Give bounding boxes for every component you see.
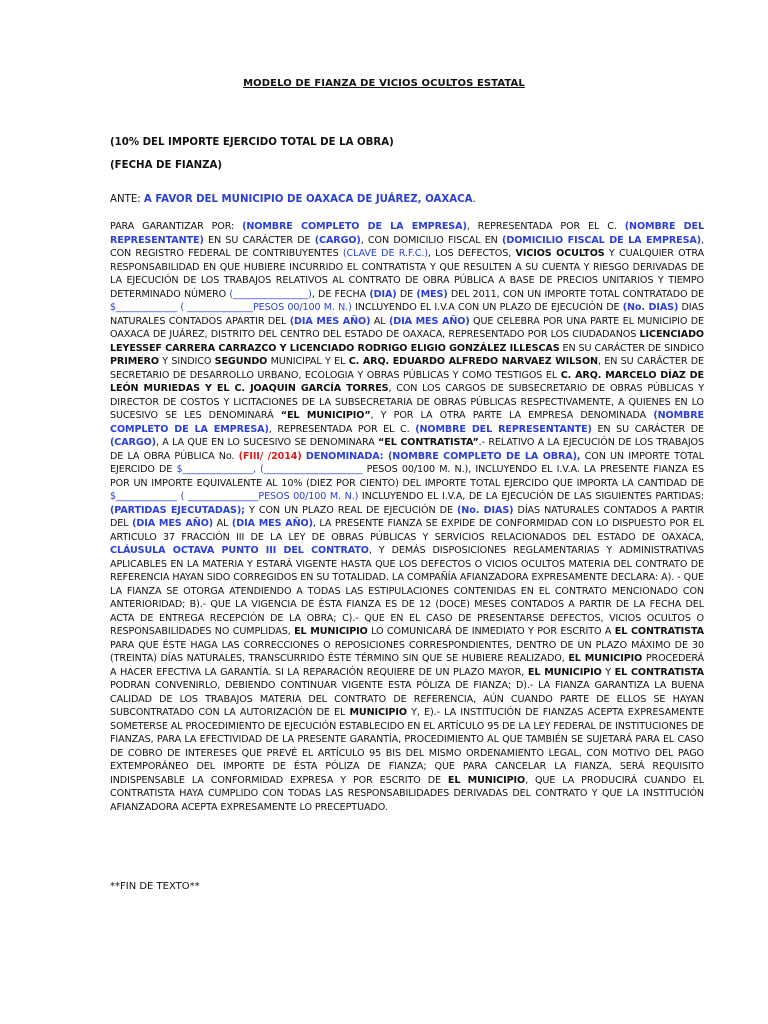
body-segment: (________________) bbox=[229, 288, 312, 300]
ante-end: . bbox=[472, 194, 476, 205]
body-segment: “EL CONTRATISTA” bbox=[378, 437, 479, 448]
body-segment: (No. DIAS) bbox=[457, 504, 514, 516]
body-segment: Y SINDICO bbox=[158, 356, 215, 367]
body-segment: Y CUALQUIER OTRA RESPONSABILIDAD EN QUE HUBIERE INCURRIDO EL CONTRATISTA Y QUE RESULTEN A SU CUENTA Y RIESGO DERIVADAS DE LA EJECUCIÓN DE LOS TRABAJOS RELATIVOS AL CONTRATO DE OBRA PÚBLICA A BASE DE PRECIOS UNITARIOS Y TIEMPO DETERMINADO NÚMERO bbox=[110, 248, 704, 300]
body-segment: (DIA MES AÑO) bbox=[388, 315, 470, 327]
body-segment: (FIII/ /2014) bbox=[238, 450, 302, 462]
body-segment: PROCEDERÁ A HACER EFECTIVA LA GARANTÍA. SI LA REPARACIÓN REQUIERE DE UN PLAZO MAYOR, bbox=[110, 653, 704, 678]
body-segment: , CON REGISTRO FEDERAL DE CONTRIBUYENTES bbox=[110, 234, 704, 259]
end-of-text: **FIN DE TEXTO** bbox=[110, 881, 200, 892]
body-segment: , LA PRESENTE FIANZA SE EXPIDE DE CONFORMIDAD CON LO DISPUESTO POR EL ARTICULO 37 FRACCIÓN III DE LA LEY DE OBRAS PÚBLICAS Y SERVICIOS RELACIONADOS DEL ESTADO DE OAXACA, bbox=[110, 518, 705, 543]
body-segment: , Y DEMÁS DISPOSICIONES REGLAMENTARIAS Y ADMINISTRATIVAS APLICABLES EN LA MATERIA Y ESTARÁ VIGENTE HASTA QUE LOS DEFECTOS O VICIOS OCULTOS MATERIA DEL CONTRATO DE REFERENCIA HAYAN SIDO CORREGIDOS EN SU TOTALIDAD. LA COMPAÑÍA AFIANZADORA EXPRESAMENTE DECLARA: A). - QUE LA FIANZA SE OTORGA ATENDIENDO A TODAS LAS ESTIPULACIONES CONTENIDAS EN EL CONTRATO MENCIONADO CON ANTERIORIDAD; B).- QUE LA VIGENCIA DE ÉSTA FIANZA ES DE 12 (DOCE) MESES CONTADOS A PARTIR DE LA FECHA DEL ACTA DE ENTREGA RECEPCIÓN DE LA OBRA; C).- QUE EN EL CASO DE PRESENTARSE DEFECTOS, VICIOS OCULTOS O RESPONSABILIDADES NO CUMPLIDAS, bbox=[110, 545, 704, 637]
body-segment: EL MUNICIPIO bbox=[527, 666, 602, 678]
body-segment: , EN SU CARÁCTER DE SECRETARIO DE DESARROLLO URBANO, ECOLOGIA Y OBRAS PÚBLICAS Y COMO TESTIGOS EL bbox=[110, 356, 704, 381]
ante-line bbox=[110, 194, 476, 205]
body-segment: , CON LOS CARGOS DE SUBSECRETARIO DE OBRAS PÚBLICAS Y DIRECTOR DE COSTOS Y LICITACIONES DE LA SUBSECRETARIA DE OBRAS PÚBLICAS RESPECTIVAMENTE, A QUIENES EN LO SUCESIVO SE LES DENOMINARÁ bbox=[110, 383, 704, 421]
body-segment: (CARGO) bbox=[110, 437, 156, 448]
body-segment: PRIMERO bbox=[110, 356, 159, 367]
body-segment: EL MUNICIPIO bbox=[294, 626, 368, 637]
body-segment: , DE FECHA bbox=[311, 288, 370, 300]
body-segment: Y, E).- LA INSTITUCIÓN DE FIANZAS ACEPTA EXPRESAMENTE SOMETERSE AL PROCEDIMIENTO DE EJECUCIÓN ESTABLECIDO EN EL ARTÍCULO 95 DE LA LEY FEDERAL DE INSTITUCIONES DE FIANZAS, PARA LA EFECTIVIDAD DE LA PRESENTE GARANTÍA, PROCEDIMIENTO AL QUE TAMBIÉN SE SUJETARÁ PARA EL CASO DE COBRO DE INTERESES QUE PREVÉ EL ARTÍCULO 95 BIS DEL MISMO ORDENAMIENTO LEGAL, CON MOTIVO DEL PAGO EXTEMPORÁNEO DEL IMPORTE DE ÉSTA PÓLIZA DE FIANZA; QUE PARA CANCELAR LA FIANZA, SERÁ REQUISITO INDISPENSABLE LA CONFORMIDAD EXPRESA Y POR ESCRITO DE bbox=[110, 707, 704, 786]
document-title: MODELO DE FIANZA DE VICIOS OCULTOS ESTATAL bbox=[243, 78, 525, 89]
body-segment: DIAS NATURALES CONTADOS APARTIR DEL bbox=[110, 302, 704, 327]
body-segment: QUE CELEBRA POR UNA PARTE EL MUNICIPIO DE OAXACA DE JUÁREZ, DISTRITO DEL CENTRO DEL ESTADO DE OAXACA, REPRESENTADO POR LOS CIUDADANOS bbox=[110, 315, 705, 340]
body-segment: (NOMBRE COMPLETO DE LA EMPRESA) bbox=[110, 410, 705, 435]
body-segment: EL CONTRATISTA bbox=[614, 666, 704, 678]
body-segment: C. ARQ. MARCELO DÍAZ DE LEÓN MURIEDAS Y EL C. JOAQUIN GARCÍA TORRES bbox=[110, 369, 705, 394]
body-segment: PODRAN CONVENIRLO, DEBIENDO CONTINUAR VIGENTE ESTA PÓLIZA DE FIANZA; D).- LA FIANZA GARANTIZA LA BUENA CALIDAD DE LOS TRABAJOS MATERIA DEL CONTRATO DE REFERENCIA, AÚN CUANDO PARTE DE ELLOS SE HAYAN SUBCONTRATADO CON LA AUTORIZACIÓN DE EL bbox=[110, 680, 704, 718]
body-segment: MUNICIPIO bbox=[349, 707, 407, 718]
body-segment: INCLUYENDO EL I.V.A CON UN PLAZO DE EJECUCIÓN DE bbox=[351, 302, 623, 313]
percent-line: (10% DEL IMPORTE EJERCIDO TOTAL DE LA OBRA) bbox=[110, 137, 394, 148]
body-segment: (No. DIAS) bbox=[622, 302, 679, 313]
body-segment: AL bbox=[370, 315, 389, 327]
body-segment: EN SU CARÁCTER DE bbox=[591, 423, 704, 435]
body-segment: PESOS 00/100 M. N.), INCLUYENDO EL I.V.A. LA PRESENTE FIANZA ES POR UN IMPORTE EQUIVALENTE AL 10% (DIEZ POR CIENTO) DEL IMPORTE TOTAL EJERCIDO QUE IMPORTA LA CANTIDAD DE bbox=[110, 464, 704, 489]
body-segment: DÍAS NATURALES CONTADOS A PARTIR DEL bbox=[110, 504, 704, 529]
body-segment: (PARTIDAS EJECUTADAS); bbox=[110, 504, 245, 516]
body-segment: LO COMUNICARÁ DE INMEDIATO Y POR ESCRITO A bbox=[367, 626, 615, 637]
body-segment: , Y POR LA OTRA PARTE LA EMPRESA DENOMINADA bbox=[370, 410, 654, 421]
body-segment: , QUE LA PRODUCIRÁ CUANDO EL CONTRATISTA HAYA CUMPLIDO CON TODAS LAS RESPONSABILIDADES DERIVADAS DEL CONTRATO Y QUE LA INSTITUCIÓN AFIANZADORA ACEPTA EXPRESAMENTE LO PRECEPTUADO. bbox=[110, 774, 704, 813]
body-segment: C. ARQ. EDUARDO ALFREDO NARVAEZ WILSON bbox=[348, 356, 598, 367]
body-segment: DENOMINADA: (NOMBRE COMPLETO DE LA OBRA), bbox=[305, 450, 581, 462]
body-segment: AL bbox=[213, 518, 232, 529]
body-segment: (CLAVE DE R.F.C.) bbox=[342, 248, 428, 259]
body-segment: EL MUNICIPIO bbox=[568, 653, 643, 664]
body-segment: EL MUNICIPIO bbox=[447, 774, 526, 786]
body-segment: LICENCIADO LEYESSEF CARRERA CARRAZCO Y LICENCIADO RODRIGO ELIGIO GONZÁLEZ ILLESCAS bbox=[110, 329, 704, 354]
body-segment: (DIA) bbox=[369, 288, 397, 300]
body-segment: PARA GARANTIZAR POR: bbox=[110, 221, 243, 232]
body-segment: (DOMICILIO FISCAL DE LA EMPRESA) bbox=[502, 234, 702, 246]
body-segment: DE bbox=[396, 288, 417, 300]
body-segment: EN SU CARÁCTER DE bbox=[203, 234, 315, 246]
body-segment: , REPRESENTADA POR EL C. bbox=[268, 423, 416, 435]
ante-label: ANTE: bbox=[110, 194, 144, 205]
body-segment: VICIOS OCULTOS bbox=[515, 248, 605, 259]
body-segment: MUNICIPAL Y EL bbox=[267, 356, 349, 367]
body-segment: PARA QUE ÉSTE HAGA LAS CORRECCIONES O REPOSICIONES CORRESPONDIENTES, DENTRO DE UN PLAZO MÁXIMO DE 30 (TREINTA) DÍAS NATURALES, TRANSCURRIDO ÉSTE TÉRMINO SIN QUE SE HUBIERE REALIZADO, bbox=[110, 639, 704, 664]
body-segment: , REPRESENTADA POR EL C. bbox=[466, 221, 625, 232]
date-line: (FECHA DE FIANZA) bbox=[110, 160, 223, 171]
body-segment: CLÁUSULA OCTAVA PUNTO III DEL CONTRATO bbox=[110, 545, 369, 556]
body-segment: $_______________, (_____________________ bbox=[176, 464, 363, 475]
body-segment: “EL MUNICIPIO” bbox=[280, 410, 371, 421]
body-segment: INCLUYENDO EL I.V.A, DE LA EJECUCIÓN DE LAS SIGUIENTES PARTIDAS: bbox=[358, 491, 704, 502]
body-segment: DEL 2011, CON UN IMPORTE TOTAL CONTRATADO DE bbox=[447, 288, 705, 300]
body-segment: , LOS DEFECTOS, bbox=[427, 248, 516, 259]
body-segment: Y CON UN PLAZO REAL DE EJECUCIÓN DE bbox=[244, 504, 458, 516]
body-segment: $_____________ ( ______________PESOS 00/100 M. N.) bbox=[110, 302, 352, 313]
body-segment: (DIA MES AÑO) bbox=[231, 518, 313, 529]
body-segment: CON UN IMPORTE TOTAL EJERCIDO DE bbox=[110, 450, 704, 475]
body-segment: SEGUNDO bbox=[214, 356, 268, 367]
body-segment: (NOMBRE DEL REPRESENTANTE) bbox=[110, 221, 704, 246]
body-segment: , A LA QUE EN LO SUCESIVO SE DENOMINARA bbox=[155, 437, 379, 448]
body-segment: (NOMBRE DEL REPRESENTANTE) bbox=[415, 423, 592, 435]
body-segment: $_____________ ( _______________PESOS 00/100 M. N.) bbox=[110, 491, 359, 502]
body-segment: Y bbox=[601, 666, 615, 678]
body-segment: EL CONTRATISTA bbox=[614, 626, 704, 637]
body-paragraph bbox=[110, 220, 704, 814]
body-segment: , CON DOMICILIO FISCAL EN bbox=[360, 234, 503, 246]
body-segment: (DIA MES AÑO) bbox=[289, 315, 371, 327]
body-segment: (CARGO) bbox=[314, 234, 361, 246]
body-segment: EN SU CARÁCTER DE SINDICO bbox=[559, 342, 704, 354]
body-segment: (DIA MES AÑO) bbox=[132, 518, 214, 529]
body-segment: (MES) bbox=[416, 288, 448, 300]
ante-value: A FAVOR DEL MUNICIPIO DE OAXACA DE JUÁREZ, OAXACA bbox=[143, 194, 473, 205]
body-segment: (NOMBRE COMPLETO DE LA EMPRESA) bbox=[242, 221, 467, 232]
body-segment: .- RELATIVO A LA EJECUCIÓN DE LOS TRABAJOS DE LA OBRA PÚBLICA No. bbox=[110, 437, 704, 462]
